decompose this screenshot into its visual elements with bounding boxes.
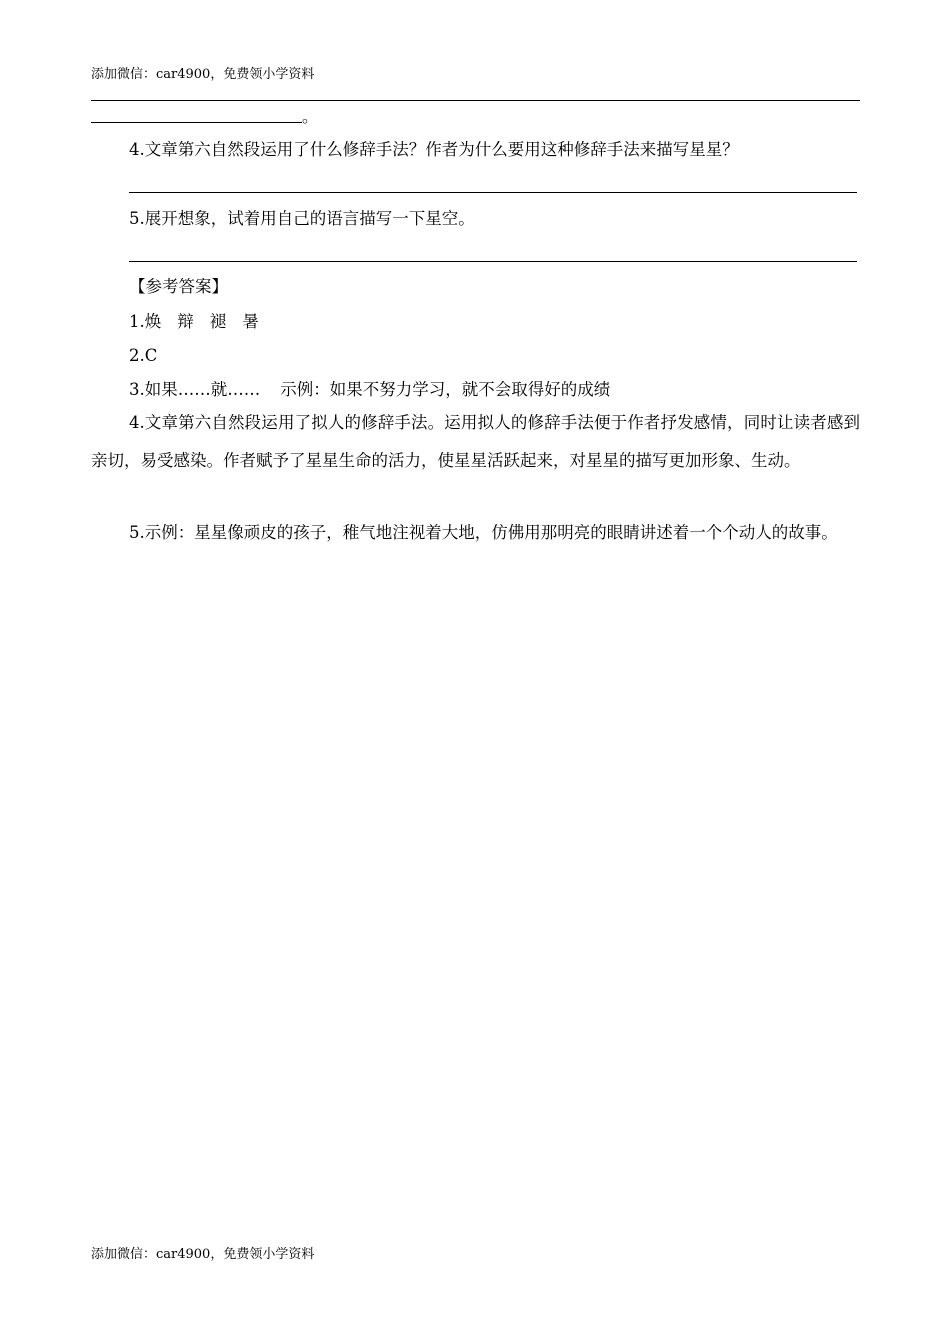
footer-note: 添加微信：car4900，免费领小学资料	[91, 1247, 315, 1262]
question-5: 5.展开想象，试着用自己的语言描写一下星空。	[129, 209, 475, 228]
answer-1-word: 暑	[242, 312, 259, 331]
answer-5: 5.示例：星星像顽皮的孩子，稚气地注视着大地，仿佛用那明亮的眼睛讲述着一个个动人的故事。	[129, 523, 838, 542]
answer-3-example: 示例：如果不努力学习，就不会取得好的成绩	[280, 380, 611, 399]
answer-1-prefix: 1.	[129, 312, 145, 331]
answer-2: 2.C	[129, 346, 158, 365]
answer-line-short	[91, 122, 302, 123]
answer-1-word: 褪	[209, 312, 227, 331]
answer-line-full	[91, 100, 860, 101]
answer-key-title: 【参考答案】	[129, 277, 228, 296]
answer-1-word: 焕	[144, 312, 162, 331]
question-4: 4.文章第六自然段运用了什么修辞手法？作者为什么要用这种修辞手法来描写星星？	[129, 140, 739, 159]
answer-3-pattern: 3.如果……就……	[129, 380, 261, 399]
answer-1	[129, 312, 259, 332]
answer-line-period: 。	[302, 107, 319, 126]
answer-4: 4.文章第六自然段运用了拟人的修辞手法。运用拟人的修辞手法便于作者抒发感情，同时让读者感到亲切，易受感染。作者赋予了星星生命的活力，使星星活跃起来，对星星的描写更加形象、生动。	[91, 413, 860, 470]
question-5-answer-line	[129, 261, 857, 262]
question-4-answer-line	[129, 192, 857, 193]
header-note: 添加微信：car4900，免费领小学资料	[91, 67, 315, 82]
answer-3	[129, 380, 610, 400]
answer-1-word: 辩	[177, 312, 194, 331]
